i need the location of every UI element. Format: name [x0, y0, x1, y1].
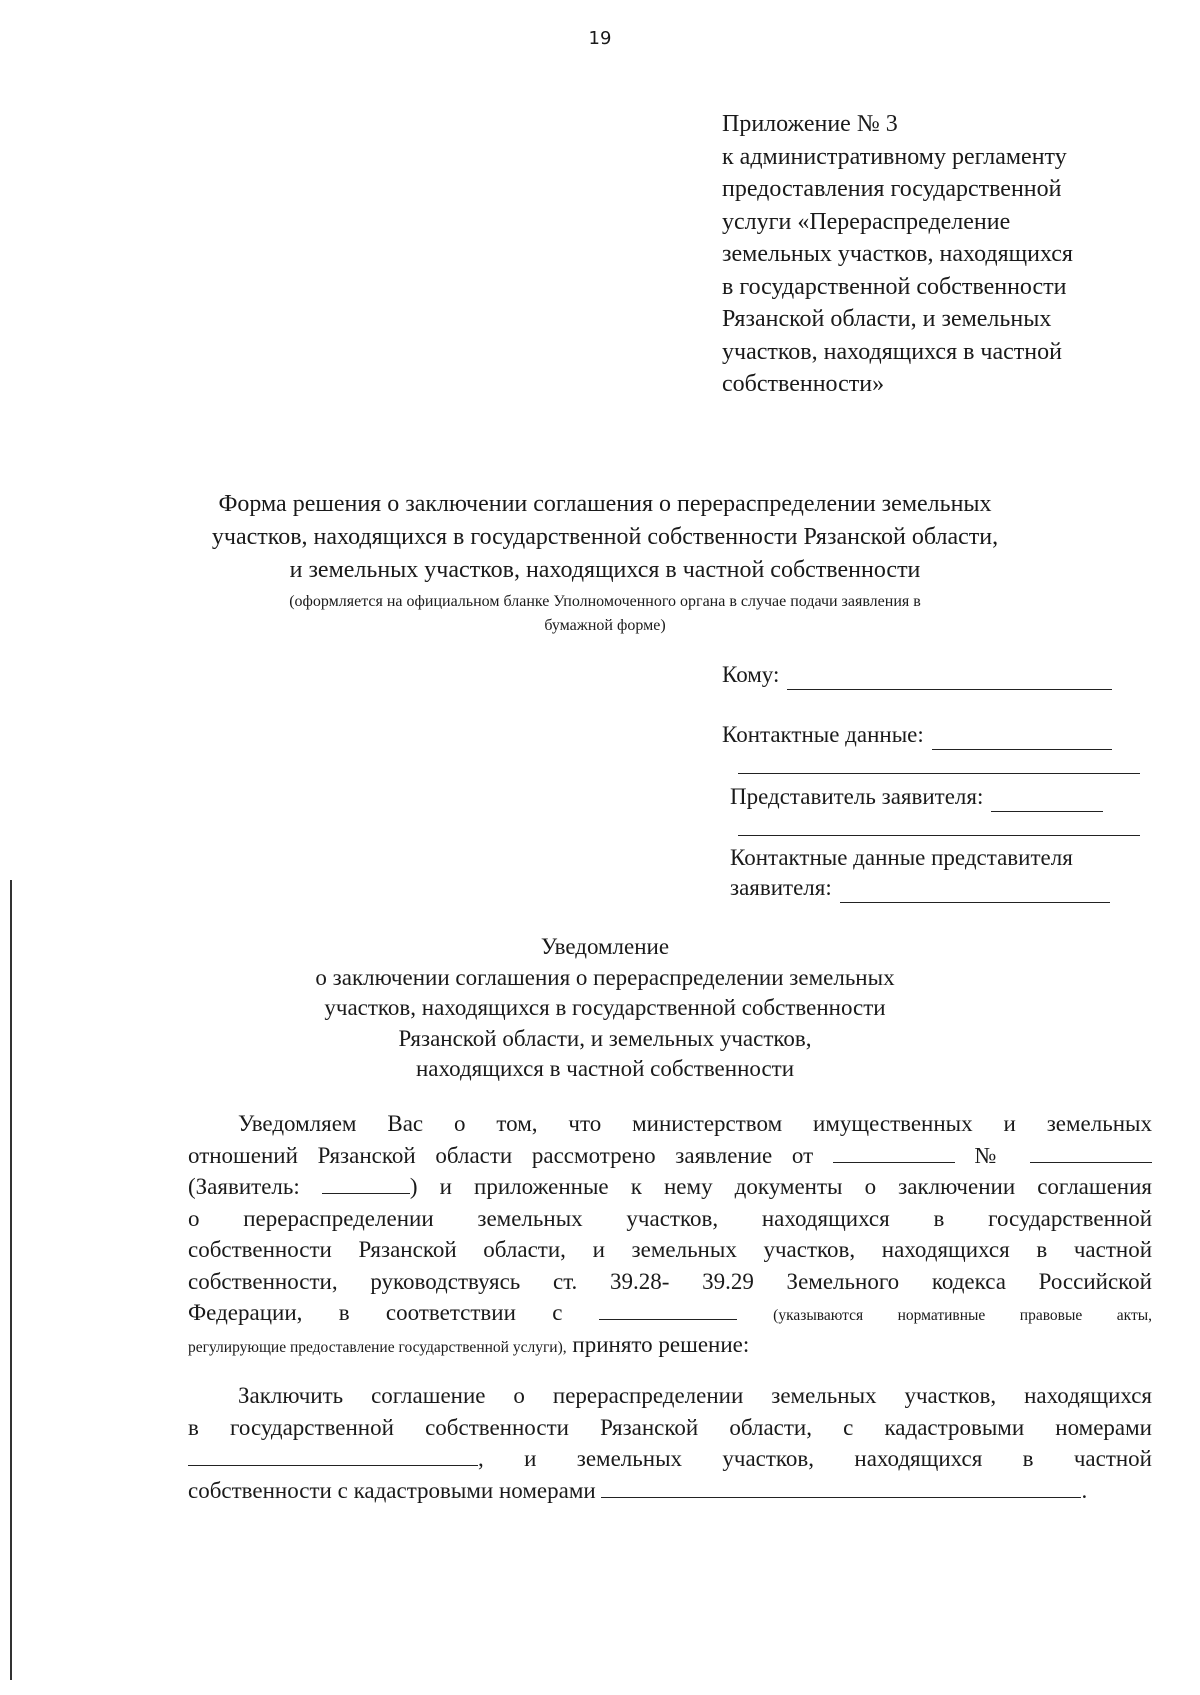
- legal-acts-blank[interactable]: [599, 1299, 737, 1320]
- notice-paragraph-1: [188, 1108, 1152, 1360]
- paragraph-text: Федерации, в соответствии с: [188, 1300, 563, 1325]
- paragraph-text: , и земельных участков, находящихся в частной: [478, 1446, 1152, 1471]
- paragraph-line: [188, 1297, 1152, 1329]
- notice-paragraph-2: [188, 1380, 1152, 1506]
- private-cadastral-blank[interactable]: [601, 1477, 1081, 1498]
- representative-field: [730, 782, 1103, 812]
- appendix-header: [722, 108, 1162, 401]
- notice-title: [150, 932, 1060, 1085]
- paragraph-line: [188, 1475, 1152, 1507]
- rep-contacts-blank[interactable]: [840, 878, 1110, 903]
- paragraph-line: [188, 1412, 1152, 1444]
- appendix-line: в государственной собственности: [722, 273, 1067, 300]
- paragraph-line: [188, 1329, 1152, 1361]
- to-blank[interactable]: [787, 665, 1112, 690]
- paragraph-text: Уведомляем Вас о том, что министерством имущественных и земельных: [238, 1111, 1152, 1136]
- form-title-line: и земельных участков, находящихся в частной собственности: [289, 557, 921, 583]
- paragraph-line: [188, 1443, 1152, 1475]
- paragraph-text: Заключить соглашение о перераспределении земельных участков, находящихся: [238, 1383, 1152, 1408]
- form-note-line: бумажной форме): [544, 617, 666, 634]
- appendix-line: Рязанской области, и земельных: [722, 306, 1052, 332]
- paragraph-small-text: регулирующие предоставление государственной услуги),: [188, 1338, 567, 1356]
- notice-title-line: Рязанской области, и земельных участков,: [398, 1025, 812, 1051]
- application-number-blank[interactable]: [1030, 1142, 1152, 1163]
- form-note: [150, 590, 1060, 638]
- contacts-blank[interactable]: [932, 725, 1112, 750]
- representative-extra-line: [738, 835, 1140, 836]
- to-label: Кому:: [722, 662, 780, 687]
- form-title: [150, 488, 1060, 587]
- contacts-label: Контактные данные:: [722, 722, 924, 747]
- paragraph-small-text: (указываются нормативные правовые акты,: [773, 1307, 1153, 1324]
- paragraph-text: в государственной собственности Рязанской области, с кадастровыми номерами: [188, 1414, 1152, 1440]
- paragraph-line: [188, 1108, 1152, 1140]
- rep-contacts-label-2: заявителя:: [730, 875, 832, 900]
- state-cadastral-blank[interactable]: [188, 1445, 478, 1466]
- appendix-line: услуги «Перераспределение: [722, 208, 1011, 235]
- page-number: 19: [588, 28, 612, 49]
- appendix-line: собственности»: [722, 371, 885, 397]
- paragraph-text: .: [1081, 1477, 1088, 1503]
- paragraph-line: [188, 1380, 1152, 1412]
- notice-title-line: участков, находящихся в государственной собственности: [324, 995, 886, 1020]
- notice-title-line: Уведомление: [540, 934, 670, 959]
- contacts-extra-line: [738, 773, 1140, 774]
- rep-contacts-field: [730, 843, 1073, 873]
- paragraph-text: (Заявитель:: [188, 1174, 300, 1199]
- to-field: [722, 660, 1112, 690]
- paragraph-line: [188, 1203, 1152, 1235]
- paragraph-text: ) и приложенные к нему документы о заключении соглашения: [409, 1174, 1153, 1199]
- paragraph-text: отношений Рязанской области рассмотрено заявление от: [188, 1142, 814, 1168]
- appendix-line: Приложение № 3: [722, 111, 898, 137]
- notice-title-line: о заключении соглашения о перераспределении земельных: [315, 964, 895, 990]
- paragraph-text: собственности с кадастровыми номерами: [188, 1477, 596, 1503]
- paragraph-line: [188, 1234, 1152, 1266]
- paragraph-text: собственности, руководствуясь ст. 39.28- 39.29 Земельного кодекса Российской: [188, 1268, 1152, 1294]
- left-margin-line: [10, 880, 12, 1680]
- rep-contacts-label: Контактные данные представителя: [730, 845, 1073, 870]
- application-date-blank[interactable]: [833, 1142, 955, 1163]
- paragraph-line: [188, 1266, 1152, 1298]
- representative-blank[interactable]: [991, 787, 1103, 812]
- paragraph-text: о перераспределении земельных участков, находящихся в государственной: [188, 1205, 1152, 1231]
- rep-contacts-field-2: [730, 873, 1110, 903]
- paragraph-text: собственности Рязанской области, и земельных участков, находящихся в частной: [188, 1237, 1152, 1262]
- form-title-line: участков, находящихся в государственной собственности Рязанской области,: [211, 524, 999, 550]
- applicant-blank[interactable]: [322, 1173, 410, 1194]
- appendix-line: участков, находящихся в частной: [722, 338, 1062, 365]
- paragraph-line: [188, 1140, 1152, 1172]
- appendix-line: предоставления государственной: [722, 176, 1062, 202]
- representative-label: Представитель заявителя:: [730, 784, 984, 809]
- appendix-line: земельных участков, находящихся: [722, 241, 1073, 267]
- form-note-line: (оформляется на официальном бланке Уполномоченного органа в случае подачи заявления в: [289, 593, 921, 610]
- form-title-line: Форма решения о заключении соглашения о перераспределении земельных: [218, 491, 992, 517]
- paragraph-text: принято решение:: [572, 1331, 750, 1357]
- appendix-line: к административному регламенту: [722, 143, 1067, 170]
- paragraph-line: [188, 1171, 1152, 1203]
- notice-title-line: находящихся в частной собственности: [415, 1056, 795, 1081]
- contacts-field: [722, 720, 1112, 750]
- number-sign: №: [974, 1142, 1011, 1168]
